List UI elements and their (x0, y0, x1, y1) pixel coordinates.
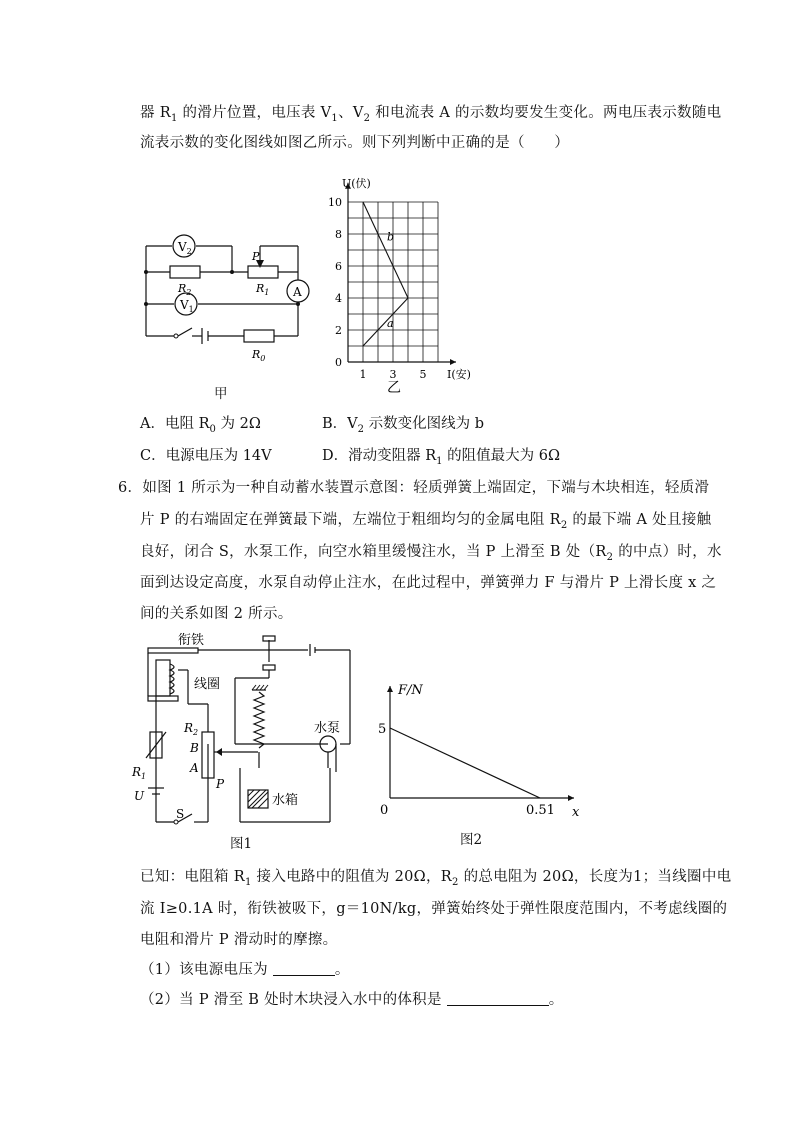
svg-text:A: A (190, 761, 199, 775)
origin-label: 0 (380, 803, 389, 818)
answer-blank-1[interactable] (273, 961, 335, 976)
q6-stem-line5: 间的关系如图 2 所示。 (140, 606, 293, 622)
svg-text:R2: $R_2$ (184, 721, 199, 737)
svg-text:V1: $V_1$ (180, 298, 194, 314)
fig2-chart (370, 660, 590, 820)
q5-stem-line2: 流表示数的变化图线如图乙所示。则下列判断中正确的是（ ） (140, 135, 570, 151)
x-axis-arrow (450, 359, 456, 365)
y-tick-label: 6 (335, 260, 342, 273)
x-tick-label: 5 (419, 368, 427, 381)
q6-known-line1: 已知：电阻箱 $R_1$ 接入电路中的阻值为 20Ω，$R_2$ 的总电阻为 20Ω，长度为1；当线圈中电 (140, 869, 732, 888)
q6-sub2: （2）当 P 滑至 B 处时木块浸入水中的体积是 。 (140, 992, 564, 1008)
option-b[interactable]: B．$V_2$ 示数变化图线为 b (322, 416, 485, 435)
option-c[interactable]: C．电源电压为 14V (140, 448, 272, 464)
svg-text:S: S (176, 807, 185, 821)
svg-text:U: U (134, 789, 145, 803)
fig-jia-circuit (140, 228, 310, 378)
y-tick-label: 4 (335, 292, 342, 305)
x-axis-label: I(安) (447, 368, 471, 381)
svg-text:R0: $R_0$ (252, 348, 266, 363)
q6-sub1: （1）该电源电压为 。 (140, 962, 350, 978)
svg-text:V2: $V_2$ (178, 240, 192, 256)
fig2-caption: 图2 (460, 832, 483, 848)
series-label-a: a (387, 316, 394, 330)
fig-yi-chart (322, 170, 482, 396)
svg-text:衔铁: 衔铁 (178, 633, 205, 648)
f-x-line (390, 728, 540, 798)
q6-known-line3: 电阻和滑片 P 滑动时的摩擦。 (140, 932, 338, 948)
fig1-device (130, 632, 370, 832)
y-tick-label: 0 (335, 356, 342, 369)
svg-text:线圈: 线圈 (194, 677, 221, 692)
x-value-label: 0.51 (526, 803, 555, 818)
svg-text:水泵: 水泵 (314, 721, 341, 736)
y-axis-label: U(伏) (342, 176, 371, 190)
series-line-a (363, 298, 408, 346)
svg-text:R1: $R_1$ (132, 765, 147, 781)
q5-stem-line1: 器 $R_1$ 的滑片位置，电压表 $V_1$、$V_2$ 和电流表 A 的示数均要发生变化。两电压表示数随电 (140, 105, 722, 124)
y-tick-label: 2 (335, 324, 342, 337)
svg-text:P: P (252, 250, 260, 263)
svg-text:R1: $R_1$ (256, 282, 270, 297)
series-label-b: b (387, 230, 395, 244)
q6-stem-line2: 片 P 的右端固定在弹簧最下端，左端位于粗细均匀的金属电阻 $R_2$ 的最下端 A 处且接触 (140, 512, 712, 531)
svg-text:A: A (293, 285, 302, 299)
y-tick-label: 8 (335, 228, 342, 241)
x-tick-label: 1 (359, 368, 367, 381)
y-value-label: 5 (378, 722, 387, 737)
q6-stem-line4: 面到达设定高度，水泵自动停止注水，在此过程中，弹簧弹力 F 与滑片 P 上滑长度 x 之 (140, 575, 717, 591)
fig-jia-caption: 甲 (214, 386, 228, 402)
svg-text:R2: $R_2$ (178, 282, 192, 297)
x-axis-arrow (568, 795, 574, 801)
fig1-caption: 图1 (230, 836, 253, 852)
x-axis-label: x (572, 805, 580, 820)
q6-known-line2: 流 I≥0.1A 时，衔铁被吸下，g＝10N/kg，弹簧始终处于弹性限度范围内，不考虑线圈的 (140, 901, 728, 917)
svg-text:P: P (216, 777, 225, 791)
chart-caption: 乙 (387, 380, 401, 396)
y-tick-label: 10 (328, 196, 342, 209)
x-tick-label: 3 (389, 368, 397, 381)
q6-stem-line1: 6．如图 1 所示为一种自动蓄水装置示意图：轻质弹簧上端固定，下端与木块相连，轻质滑 (118, 480, 710, 496)
answer-blank-2[interactable] (447, 991, 549, 1006)
f-axis-label: F/N (398, 683, 423, 698)
svg-text:B: B (190, 741, 199, 755)
option-d[interactable]: D．滑动变阻器 $R_1$ 的阻值最大为 6Ω (322, 448, 560, 467)
f-axis-arrow (387, 686, 393, 692)
svg-text:水箱: 水箱 (272, 793, 299, 808)
option-a[interactable]: A．电阻 $R_0$ 为 2Ω (140, 416, 261, 435)
q6-stem-line3: 良好，闭合 S，水泵工作，向空水箱里缓慢注水，当 P 上滑至 B 处（$R_2$ 的中点）时，水 (140, 544, 722, 563)
